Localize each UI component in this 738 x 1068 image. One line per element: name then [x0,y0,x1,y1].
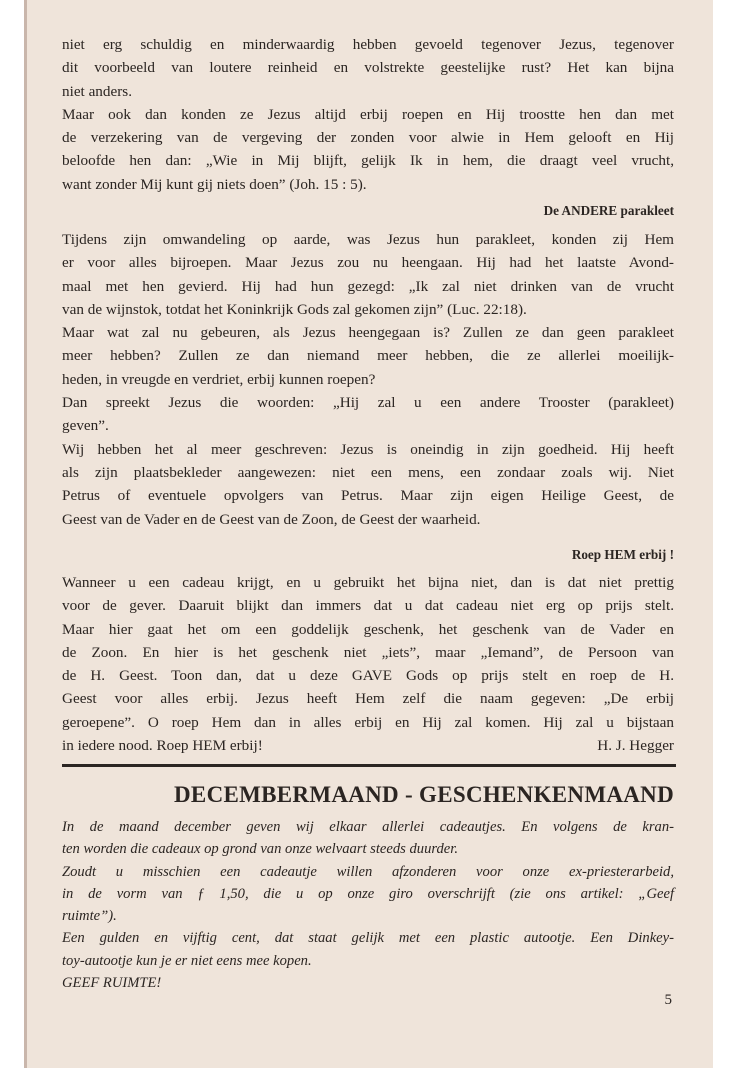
text-line: niet anders. [62,82,133,100]
text-line: niet erg schuldig en minderwaardig hebben gevoeld tegenover Jezus, tegenover [62,36,674,53]
text-line: de verzekering van de vergeving der zonden voor alwie in Hem gelooft en Hij [62,129,674,147]
text-line: ten worden die cadeaux op grond van onze welvaart steeds duurder. [62,841,458,858]
closing-line [62,734,674,757]
text-line: geroepene”. O roep Hem dan in alles erbij en Hij zal komen. Hij zal u bijstaan [62,713,674,731]
text-line: Petrus of eventuele opvolgers van Petrus. Maar zijn eigen Heilige Geest, de [62,487,674,505]
final-sentence: in iedere nood. Roep HEM erbij! [62,737,263,755]
text-line: Maar wat zal nu gebeuren, als Jezus heengegaan is? Zullen ze dan geen parakleet [62,324,674,342]
text-line: Zoudt u misschien een cadeautje willen afzonderen voor onze ex-priesterarbeid, [62,863,674,880]
text-line: de Zoon. En hier is het geschenk niet „iets”, maar „Iemand”, de Persoon van [62,643,674,661]
text-line: geven”. [62,417,109,435]
text-line: als zijn plaatsbekleder aangewezen: niet een mens, een zondaar zoals wij. Niet [62,463,674,481]
intro-text [62,33,674,196]
text-line: de H. Geest. Toon dan, dat u deze GAVE Gods op prijs stelt en roep de H. [62,667,674,685]
text-line: er voor alles bijroepen. Maar Jezus zou nu heengaan. Hij had het laatste Avond- [62,254,674,272]
text-line: want zonder Mij kunt gij niets doen” (Joh. 15 : 5). [62,175,367,193]
text-line: toy-autootje kun je er niet eens mee kopen. [62,952,312,969]
text-line: van de wijnstok, totdat het Koninkrijk Gods zal gekomen zijn” (Luc. 22:18). [62,300,527,318]
text-line: dit voorbeeld van loutere reinheid en volstrekte geestelijke rust? Het kan bijna [62,59,674,77]
text-line: Geest voor alles erbij. Jezus heeft Hem zelf die naam gegeven: „De erbij [62,690,674,708]
text-line: Wanneer u een cadeau krijgt, en u gebruikt het bijna niet, dan is dat niet prettig [62,574,674,591]
text-line: heden, in vreugde en verdriet, erbij kunnen roepen? [62,370,376,388]
section-divider [62,764,676,767]
text-line: meer hebben? Zullen ze dan niemand meer hebben, die ze allerlei moeilijk- [62,347,674,365]
december-appeal-text [62,816,674,994]
text-line: GEEF RUIMTE! [62,975,162,992]
page-number: 5 [664,992,672,1008]
roep-hem-text [62,571,674,734]
text-line: maal met hen gevierd. Hij had hun gezegd: „Ik zal niet drinken van de vrucht [62,277,674,295]
subheading-andere-parakleet: De ANDERE parakleet [543,203,674,218]
text-line: Tijdens zijn omwandeling op aarde, was Jezus hun parakleet, konden zij Hem [62,231,674,248]
text-line: In de maand december geven wij elkaar allerlei cadeautjes. En volgens de kran- [62,819,674,835]
text-line: Maar hier gaat het om een goddelijk geschenk, het geschenk van de Vader en [62,620,674,638]
parakleet-text [62,228,674,531]
text-line: beloofde hen dan: „Wie in Mij blijft, gelijk Ik in hem, die draagt veel vrucht, [62,152,674,170]
article-title: DECEMBERMAAND - GESCHENKENMAAND [174,782,674,807]
text-line: in de vorm van ƒ 1,50, die u op onze giro overschrijft (zie ons artikel: „Geef [62,885,674,902]
author-signature: H. J. Hegger [597,737,674,755]
text-line: Maar ook dan konden ze Jezus altijd erbij roepen en Hij troostte hen dan met [62,105,674,123]
text-line: Wij hebben het al meer geschreven: Jezus is oneindig in zijn goedheid. Hij heeft [62,440,674,458]
text-line: voor de gever. Daaruit blijkt dan immers dat u dat cadeau niet erg op prijs stelt. [62,597,674,615]
text-line: ruimte”). [62,908,117,925]
text-line: Geest van de Vader en de Geest van de Zoon, de Geest der waarheid. [62,510,481,528]
text-line: Een gulden en vijftig cent, dat staat gelijk met een plastic autootje. Een Dinkey- [62,930,674,947]
text-line: Dan spreekt Jezus die woorden: „Hij zal u een andere Trooster (parakleet) [62,394,674,412]
subheading-roep-hem-erbij: Roep HEM erbij ! [571,547,674,562]
